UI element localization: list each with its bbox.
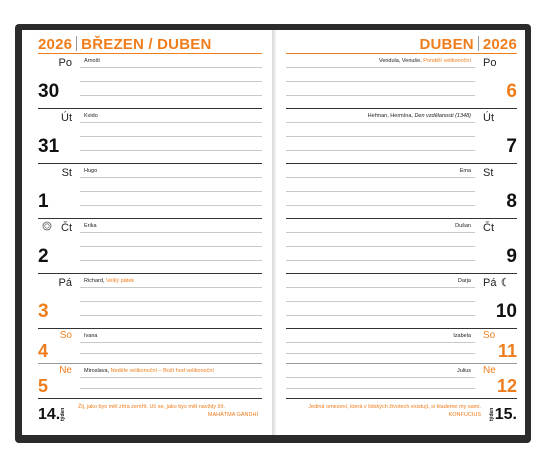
- name-day: [379, 58, 471, 64]
- day-separator: [286, 398, 517, 399]
- quote-text: Žij, jako bys měl zítra zemřít. Uč se, jako bys měl navždy žít.: [78, 404, 226, 410]
- weekday-label: Čt: [61, 222, 72, 234]
- day-column: [479, 364, 517, 399]
- day-row-monday[interactable]: [286, 54, 517, 109]
- full-moon-icon: [42, 221, 52, 231]
- week-number: 15.: [494, 406, 517, 423]
- day-column: [38, 274, 76, 329]
- name-day-text: Julius: [456, 368, 471, 374]
- day-lines: [80, 54, 262, 109]
- name-day-text: Heřman, Hermína,: [367, 113, 415, 119]
- day-number: 9: [506, 246, 517, 267]
- quote-text: Jediná omezení, která v lidských životech existují, si klademe my sami.: [308, 404, 481, 410]
- quote-author: KONFUCIUS: [448, 411, 481, 418]
- right-page: [276, 30, 525, 435]
- day-lines: [80, 219, 262, 274]
- day-row-friday[interactable]: [38, 274, 262, 329]
- day-lines: [80, 109, 262, 164]
- name-day-text: Arnošt: [84, 58, 100, 64]
- day-row-saturday[interactable]: [286, 329, 517, 364]
- quote: [290, 404, 481, 420]
- weekday-label: Pá: [58, 277, 72, 289]
- holiday-label: Velký pátek: [106, 278, 135, 284]
- memorial-day-label: Den vzdělanosti (1348): [414, 113, 471, 119]
- weekday-label: St: [483, 167, 494, 179]
- quote-author: MAHÁTMA GÁNDHÍ: [207, 411, 258, 418]
- day-lines: [286, 364, 475, 399]
- day-number: 11: [497, 341, 517, 361]
- weekday-label: Út: [483, 112, 494, 124]
- day-column: [479, 219, 517, 274]
- day-row-thursday[interactable]: [286, 219, 517, 274]
- name-day-text: Ivana: [84, 333, 98, 339]
- header-divider: [478, 36, 479, 51]
- day-column: [38, 109, 76, 164]
- day-row-saturday[interactable]: [38, 329, 262, 364]
- day-lines: [286, 219, 475, 274]
- day-column: [38, 219, 76, 274]
- year-label: 2026: [482, 36, 517, 53]
- day-row-monday[interactable]: [38, 54, 262, 109]
- weekday-label: St: [61, 167, 72, 179]
- left-page: [22, 30, 272, 435]
- name-day-text: Dušan: [455, 223, 471, 229]
- weekday-label: Ne: [59, 365, 72, 376]
- day-column: [38, 329, 76, 364]
- name-day: [457, 368, 471, 374]
- day-column: [479, 54, 517, 109]
- week-footer: [38, 400, 262, 432]
- right-page-header: [419, 36, 517, 53]
- name-day: [84, 223, 97, 229]
- name-day: [84, 113, 98, 119]
- day-number: 4: [38, 341, 49, 361]
- year-label: 2026: [38, 36, 73, 53]
- day-lines: [80, 274, 262, 329]
- day-lines: [80, 164, 262, 219]
- week-number: 14.: [38, 406, 61, 423]
- left-page-header: [38, 36, 211, 53]
- weekday-label: Ne: [483, 365, 496, 376]
- weekday-label: Čt: [483, 222, 494, 234]
- name-day-text: Vendula, Venuše,: [378, 58, 424, 64]
- name-day: [453, 333, 471, 339]
- day-column: [38, 364, 76, 399]
- name-day-text: Kvido: [84, 113, 98, 119]
- name-day-text: Darja: [457, 278, 471, 284]
- day-column: [479, 274, 517, 329]
- week-label: týden: [489, 407, 495, 421]
- day-row-sunday[interactable]: [38, 364, 262, 399]
- name-day: [458, 278, 471, 284]
- day-row-sunday[interactable]: [286, 364, 517, 399]
- day-number: 12: [496, 376, 517, 396]
- day-number-holiday: 6: [506, 81, 517, 102]
- day-lines: [80, 329, 262, 364]
- weekday-label: Po: [58, 57, 72, 69]
- name-day: [84, 58, 100, 64]
- day-number: 10: [495, 301, 517, 322]
- name-day-text: Izabela: [453, 333, 471, 339]
- day-lines: [80, 364, 262, 399]
- day-row-friday[interactable]: [286, 274, 517, 329]
- name-day-text: Miroslava,: [84, 368, 111, 374]
- week-footer: [286, 400, 517, 432]
- day-column: [479, 109, 517, 164]
- holiday-label: Neděle velikonoční – Boží hod velikonoční: [110, 368, 214, 374]
- day-column: [38, 54, 76, 109]
- day-row-thursday[interactable]: [38, 219, 262, 274]
- day-number: 30: [38, 81, 60, 102]
- name-day-text: Ema: [459, 168, 471, 174]
- header-divider: [76, 36, 77, 51]
- weekday-label: Pá: [483, 277, 497, 289]
- day-row-wednesday[interactable]: [286, 164, 517, 219]
- day-number: 7: [506, 136, 517, 157]
- day-lines: [286, 54, 475, 109]
- week-label: týden: [60, 407, 66, 421]
- day-number: 8: [506, 191, 517, 212]
- day-number: 1: [38, 191, 49, 212]
- day-separator: [38, 398, 262, 399]
- day-lines: [286, 164, 475, 219]
- day-number: 5: [38, 376, 49, 396]
- month-title: BŘEZEN / DUBEN: [81, 36, 212, 53]
- day-number: 31: [38, 136, 60, 157]
- day-row-wednesday[interactable]: [38, 164, 262, 219]
- name-day: [460, 168, 471, 174]
- day-lines: [286, 109, 475, 164]
- quote: [78, 404, 258, 420]
- last-quarter-moon-icon: [501, 277, 511, 287]
- weekday-label: So: [483, 330, 496, 341]
- name-day-text: Erika: [84, 223, 97, 229]
- name-day: [84, 278, 134, 284]
- holiday-label: Pondělí velikonoční: [423, 58, 471, 64]
- name-day-text: Hugo: [84, 168, 98, 174]
- name-day: [84, 333, 97, 339]
- name-day: [84, 368, 214, 374]
- name-day: [368, 113, 471, 119]
- day-number: 2: [38, 246, 49, 267]
- month-title: DUBEN: [419, 36, 474, 53]
- day-number-holiday: 3: [38, 301, 49, 322]
- name-day: [455, 223, 471, 229]
- name-day: [84, 168, 97, 174]
- day-lines: [286, 329, 475, 364]
- weekday-label: Po: [483, 57, 497, 69]
- day-column: [479, 164, 517, 219]
- weekday-label: So: [59, 330, 72, 341]
- day-lines: [286, 274, 475, 329]
- day-column: [479, 329, 517, 364]
- day-row-tuesday[interactable]: [286, 109, 517, 164]
- weekday-label: Út: [61, 112, 72, 124]
- day-column: [38, 164, 76, 219]
- name-day-text: Richard,: [84, 278, 107, 284]
- day-row-tuesday[interactable]: [38, 109, 262, 164]
